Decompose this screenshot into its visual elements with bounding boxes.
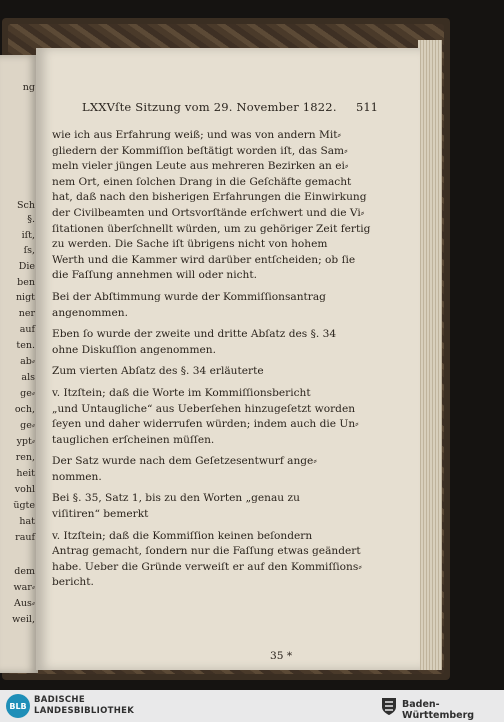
left-page-fragment: dem (14, 566, 35, 577)
viewer-footer (0, 690, 504, 722)
left-page-fragment: als (21, 372, 35, 383)
page-number: 511 (356, 100, 378, 114)
left-page-fragment: Die (18, 261, 35, 272)
text-line: nommen. (52, 470, 102, 483)
left-page-fragment: Aus⸗ (13, 598, 35, 609)
signature-mark: 35 * (270, 650, 293, 662)
left-page-fragment: rauf (15, 532, 35, 543)
text-line: gliedern der Kommiſſion beſtätigt worden iſt, das Sam⸗ (52, 144, 348, 157)
text-line: „und Untaugliche“ aus Ueberſehen hinzugeſetzt worden (52, 402, 356, 415)
blb-logo-text: BLB (9, 701, 27, 711)
text-line: Antrag gemacht, ſondern nur die Faſſung etwas geändert (52, 545, 361, 558)
left-page-fragment: ügte (13, 500, 35, 511)
page-body (52, 128, 408, 591)
text-line: Bei der Abſtimmung wurde der Kommiſſionsantrag (52, 290, 326, 303)
text-line: bericht. (52, 576, 94, 589)
left-page-fragment: heit (16, 468, 35, 479)
left-page-fragment: hat (19, 516, 35, 527)
left-page-fragment: ng (22, 82, 35, 93)
left-page-fragment: ge⸗ (20, 388, 35, 399)
left-page-fragment: Sch (17, 200, 35, 211)
right-page (36, 48, 420, 670)
text-line: zu werden. Die Sache iſt übrigens nicht von hohem (52, 238, 328, 251)
left-page-fragment: auf (19, 324, 35, 335)
text-line: der Civilbeamten und Ortsvorſtände erſchwert und die Vi⸗ (52, 206, 365, 219)
left-page-fragment: war⸗ (13, 582, 35, 593)
text-line: habe. Ueber die Gründe verweiſt er auf den Kommiſſions⸗ (52, 560, 362, 573)
left-page-fragment: ner (18, 308, 35, 319)
left-page-fragment: ben (17, 277, 35, 288)
text-line: Der Satz wurde nach dem Geſetzesentwurf ange⸗ (52, 455, 317, 468)
text-line: angenommen. (52, 306, 128, 319)
text-line: ſitationen überſchnellt würden, um zu gehöriger Zeit fertig (52, 222, 371, 235)
page-edges (418, 40, 442, 670)
text-line: viſitiren“ bemerkt (52, 508, 149, 521)
text-line: Zum vierten Abſatz des §. 34 erläuterte (52, 365, 264, 378)
left-page-fragment: ab⸗ (20, 356, 35, 367)
left-page-fragment: nigt (15, 292, 35, 303)
text-line: Bei §. 35, Satz 1, bis zu den Worten „genau zu (52, 492, 300, 505)
left-page-fragment: och, (14, 404, 35, 415)
left-page-fragment: ge⸗ (20, 420, 35, 431)
text-line: tauglichen erſcheinen müſſen. (52, 433, 215, 446)
left-page-fragment: iſt, (21, 230, 35, 241)
text-line: Eben ſo wurde der zweite und dritte Abſatz des §. 34 (52, 328, 337, 341)
left-page-fragment: ypt⸗ (16, 436, 35, 447)
state-name[interactable]: Baden-Württemberg (402, 699, 475, 721)
library-name[interactable] (34, 695, 134, 717)
text-line: ſeyen und daher widerrufen würden; indem auch die Un⸗ (52, 418, 359, 431)
left-page-fragment: vohl (14, 484, 35, 495)
running-title: LXXVſte Sitzung vom 29. November 1822. (82, 100, 337, 114)
text-line: nem Ort, einen ſolchen Drang in die Geſchäfte gemacht (52, 175, 352, 188)
library-name-line1: BADISCHE (34, 695, 85, 705)
left-page-fragment: ſs, (23, 245, 35, 256)
coat-of-arms-icon (380, 696, 398, 716)
text-line: wie ich aus Erfahrung weiß; und was von andern Mit⸗ (52, 129, 342, 141)
library-name-line2: LANDESBIBLIOTHEK (34, 706, 135, 716)
left-page (0, 55, 38, 673)
text-line: hat, daß nach den bisherigen Erfahrungen die Einwirkung (52, 191, 367, 204)
left-page-fragment: ren, (15, 452, 35, 463)
left-page-fragment: weil, (12, 614, 35, 625)
text-line: v. Itzſtein; daß die Kommiſſion keinen beſondern (52, 529, 313, 542)
blb-logo[interactable] (6, 694, 30, 718)
text-line: die Faſſung annehmen will oder nicht. (52, 269, 258, 282)
text-line: v. Itzſtein; daß die Worte im Kommiſſionsbericht (52, 386, 311, 399)
text-line: meln vieler jüngen Leute aus mehreren Bezirken an ei⸗ (52, 160, 349, 173)
left-page-fragment: ten. (16, 340, 35, 351)
left-page-fragment: §. (27, 214, 35, 225)
text-line: Werth und die Kammer wird darüber entſcheiden; ob ſie (52, 253, 356, 266)
text-line: ohne Diskuſſion angenommen. (52, 343, 216, 356)
